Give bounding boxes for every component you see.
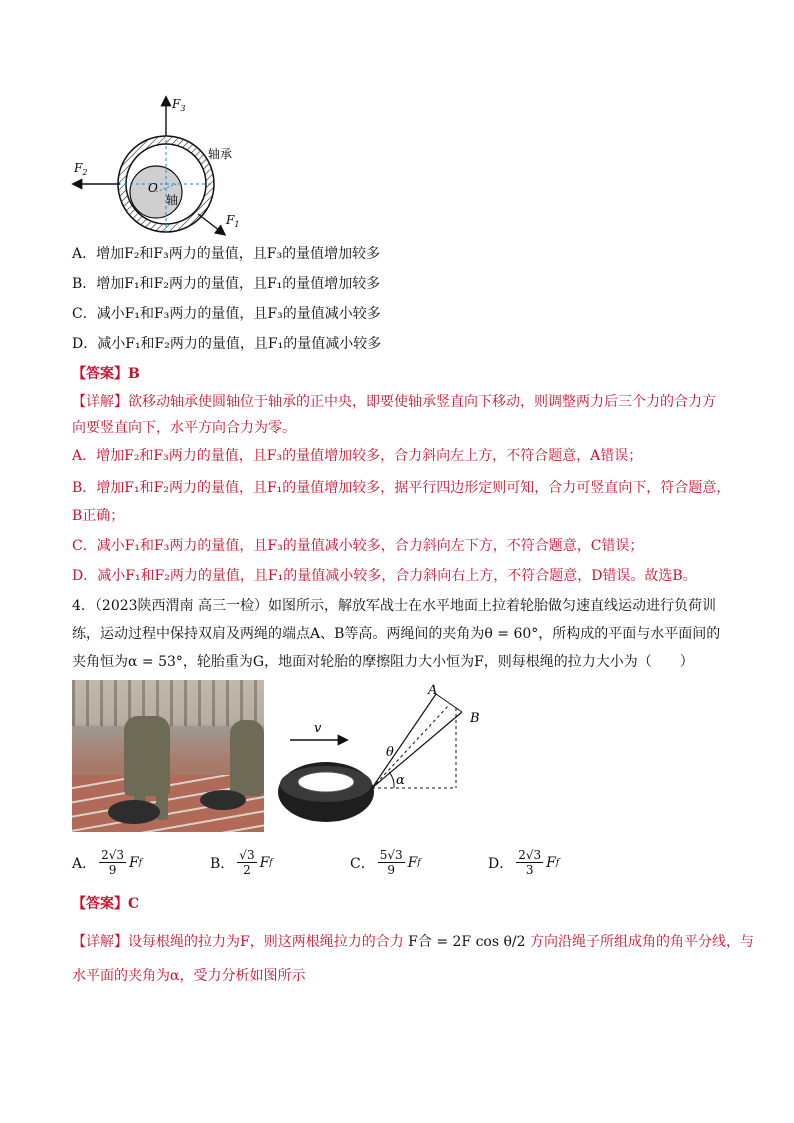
- q3-option-c: C．减小F₁和F₃两力的量值，且F₃的量值减小较多: [72, 306, 381, 322]
- q4-text-line: 练，运动过程中保持双肩及两绳的端点A、B等高。两绳间的夹角为θ = 60°，所构成的平面与水平面间的: [72, 626, 721, 642]
- f3-label: $F_3$: [172, 97, 186, 113]
- f1-arrow: [198, 214, 224, 234]
- soldier-training-photo: [72, 680, 264, 832]
- q4-option-b: B． $\frac{√3}{2}$ F f: [210, 848, 273, 877]
- resultant-force-formula: F合 = 2F cos θ/2: [408, 934, 526, 950]
- theta-label: θ: [386, 745, 394, 760]
- q3-detail-line: 向要竖直向下，水平方向合力为零。: [72, 420, 296, 436]
- q3-detail-line: 【详解】欲移动轴承使圆轴位于轴承的正中央，即要使轴承竖直向下移动，则调整两力后三个力的合力方: [72, 394, 716, 410]
- q3-detail-line: D．减小F₁和F₂两力的量值，且F₁的量值减小较多，合力斜向右上方，不符合题意，D错误。故选B。: [72, 568, 697, 584]
- q3-detail-line: B正确；: [72, 508, 125, 524]
- q3-option-b: B．增加F₁和F₂两力的量值，且F₁的量值增加较多: [72, 276, 381, 292]
- bearing-label: 轴承: [208, 147, 233, 161]
- tire-rope-diagram: [276, 680, 506, 832]
- axle-label: 轴: [166, 193, 179, 207]
- f2-label: $F_2$: [74, 161, 88, 177]
- point-b-label: B: [470, 711, 480, 726]
- q3-detail-line: A．增加F₂和F₃两力的量值，且F₃的量值增加较多，合力斜向左上方，不符合题意，A错误；: [72, 448, 643, 464]
- q4-answer: 【答案】C: [72, 896, 140, 912]
- point-a-label: A: [428, 683, 438, 698]
- f1-label: $F_1$: [226, 213, 240, 229]
- q3-option-a: A．增加F₂和F₃两力的量值，且F₃的量值增加较多: [72, 246, 381, 262]
- q3-answer: 【答案】B: [72, 366, 140, 382]
- bearing-force-diagram: [68, 92, 258, 242]
- q4-detail-line: 水平面的夹角为α，受力分析如图所示: [72, 968, 306, 984]
- q4-option-c: C． $\frac{5√3}{9}$ F f: [350, 848, 421, 877]
- center-o-label: O: [148, 181, 158, 195]
- velocity-label: v: [314, 721, 322, 736]
- q4-option-a: A． $\frac{2√3}{9}$ F f: [72, 848, 143, 877]
- q4-detail-line: 【详解】设每根绳的拉力为F，则这两根绳拉力的合力 F合 = 2F cos θ/2 方向沿绳子所组成角的角平分线，与: [72, 934, 754, 950]
- q3-detail-line: C．减小F₁和F₃两力的量值，且F₃的量值减小较多，合力斜向左下方，不符合题意，C错误；: [72, 538, 644, 554]
- q4-option-d: D． $\frac{2√3}{3}$ F f: [488, 848, 560, 877]
- q4-text-line: 夹角恒为α = 53°，轮胎重为G，地面对轮胎的摩擦阻力大小恒为F，则每根绳的拉力大小为（ ）: [72, 654, 694, 670]
- q3-detail-line: B．增加F₁和F₂两力的量值，且F₁的量值增加较多，据平行四边形定则可知，合力可竖直向下，符合题意，: [72, 480, 731, 496]
- q3-option-d: D．减小F₁和F₂两力的量值，且F₁的量值减小较多: [72, 336, 382, 352]
- alpha-label: α: [396, 773, 405, 788]
- q4-text-line: 4．（2023陕西渭南 高三一检）如图所示，解放军战士在水平地面上拉着轮胎做匀速直线运动进行负荷训: [72, 598, 716, 614]
